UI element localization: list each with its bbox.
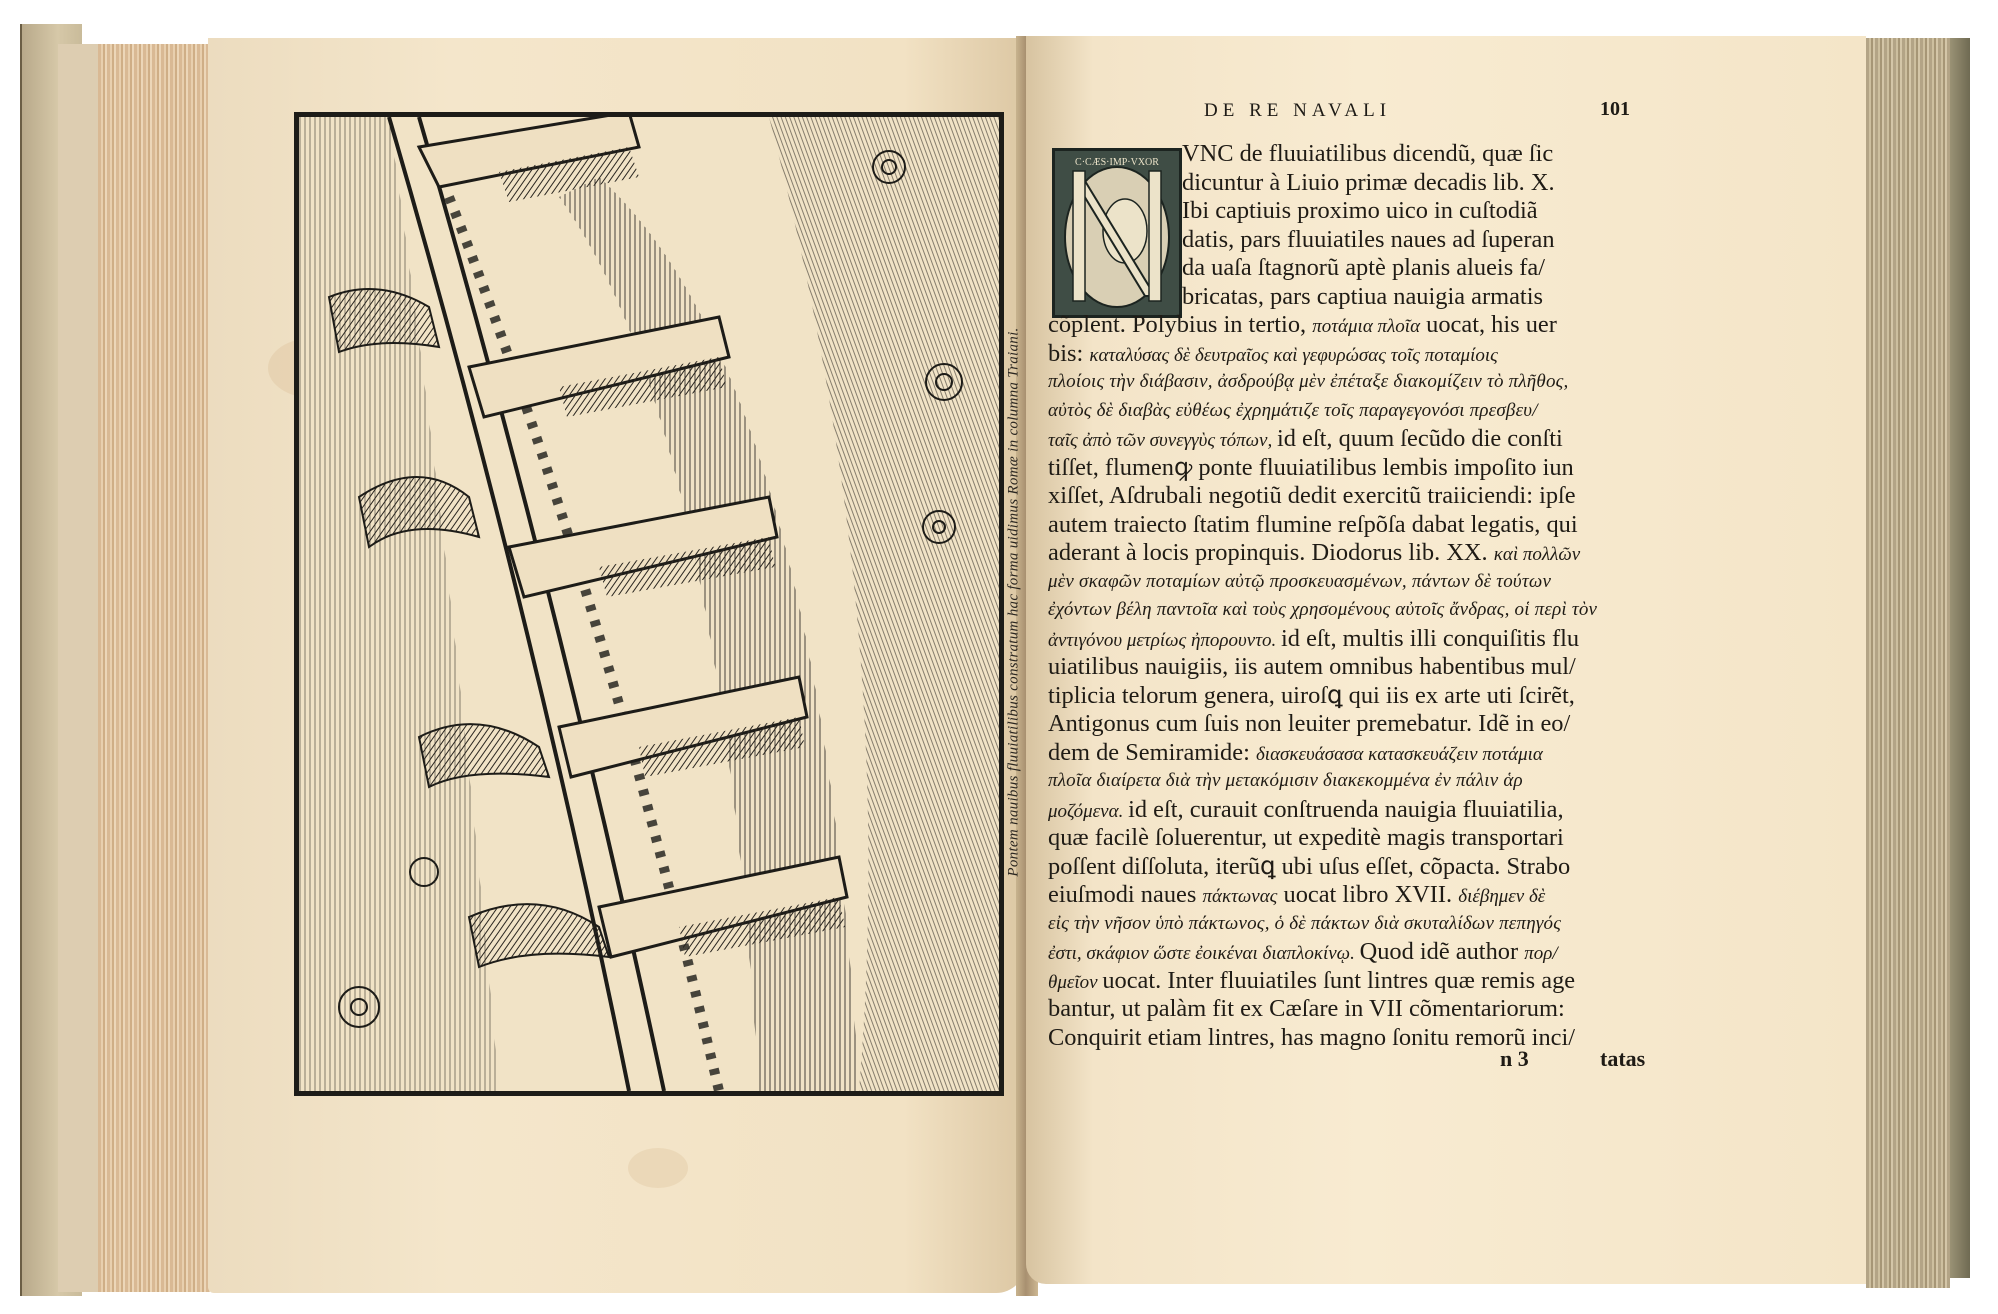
greek-text: διέβημεν δὲ: [1458, 886, 1546, 907]
text-line: Ibi captiuis proximo uico in cuſtodiã: [1182, 197, 1538, 224]
text-line: ἐχόντων βέλη παντοῖα καὶ τοὺς χρησομένους αὐτοῖς ἄνδρας, οἱ περὶ τὸν: [1048, 599, 1598, 620]
latin-text: aderant à locis propinquis. Diodorus lib. XX.: [1048, 539, 1494, 566]
initial-inscription: C·CÆS·IMP·VXOR: [1075, 157, 1159, 168]
foxing-stain: [628, 1148, 688, 1188]
text-line: [1048, 967, 1638, 996]
text-line: uiatilibus nauigiis, iis autem omnibus habentibus mul/: [1048, 653, 1576, 680]
text-line: πλοῖα διαίρετα διὰ τὴν μετακόμισιν διακεκομμένα ἐν πάλιν ἁρ: [1048, 770, 1523, 791]
latin-text: bis:: [1048, 339, 1090, 367]
woodcut-caption: Pontem nauibus fluuiatilibus constratum hac forma uidimus Romæ in columna Traiani.: [1005, 327, 1022, 877]
text-line: tiſſet, flumenꝙ ponte fluuiatilibus lembis impoſito iun: [1048, 453, 1574, 481]
text-line: VNC de fluuiatilibus dicendũ, quæ ſic: [1182, 140, 1554, 167]
text-line: bantur, ut palàm fit ex Cæſare in VII cõmentariorum:: [1048, 995, 1565, 1022]
latin-text: eiuſmodi naues: [1048, 881, 1203, 908]
latin-text: uocat. Inter fluuiatiles ſunt lintres quæ remis age: [1102, 966, 1576, 994]
text-line: αὐτὸς δὲ διαβὰς εὐθέως ἐχρημάτιζε τοῖς παραγεγονόσι πρεσβευ/: [1048, 399, 1538, 421]
text-line: Conquirit etiam lintres, has magno ſonitu remorũ inci/: [1048, 1023, 1576, 1051]
text-line: [1048, 796, 1638, 825]
latin-text: uocat, his uer: [1420, 311, 1557, 338]
catchword: tatas: [1600, 1046, 1646, 1071]
latin-text: uocat libro XVII.: [1277, 881, 1459, 908]
text-line: μὲν σκαφῶν ποταμίων αὐτῷ προσκευασμένων, πάντων δὲ τούτων: [1048, 570, 1552, 592]
text-line: poſſent diſſoluta, iterũꝗ ubi uſus eſſet, cõpacta. Strabo: [1048, 852, 1571, 880]
page-number: 101: [1600, 98, 1630, 120]
pontoon-bridge-illustration: [299, 117, 999, 1091]
text-line: [1048, 625, 1638, 654]
text-line: [1048, 425, 1638, 454]
latin-text: dem de Semiramide:: [1048, 738, 1256, 766]
text-line: [1048, 340, 1638, 369]
text-line: [1048, 938, 1638, 967]
greek-text: πορ/: [1524, 943, 1558, 964]
greek-text: μοζόμενα.: [1048, 800, 1129, 822]
book-cover-right: [1950, 38, 1970, 1278]
text-line: [1048, 539, 1638, 568]
text-line: da uaſa ſtagnorũ aptè planis alueis fa/: [1182, 254, 1546, 281]
greek-text: καταλύσας δὲ δευτραῖος καὶ γεφυρώσας τοῖς ποταμίοις: [1089, 344, 1498, 366]
text-line: [1048, 739, 1638, 768]
text-line: [1048, 311, 1638, 340]
text-line: εἰς τὴν νῆσον ὑπὸ πάκτωνος, ὁ δὲ πάκτων διὰ σκυταλίδων πεπηγός: [1048, 912, 1562, 934]
greek-text: θμεῖον: [1048, 971, 1103, 993]
page-edges-left: [98, 44, 210, 1292]
latin-text: Quod idẽ author: [1359, 938, 1525, 965]
endpaper-left: [58, 44, 98, 1292]
signature-mark: n 3: [1500, 1046, 1529, 1071]
body-text: [1048, 140, 1638, 1052]
text-line: xiſſet, Aſdrubali negotiũ dedit exercitũ traiiciendi: ipſe: [1048, 482, 1576, 509]
greek-text: ἀντιγόνου μετρίως ἠπορουντο.: [1048, 629, 1281, 651]
text-line: autem traiecto ſtatim flumine reſpõſa dabat legatis, qui: [1048, 510, 1578, 538]
latin-text: id eſt, quum ſecũdo die conſti: [1276, 425, 1563, 452]
running-head: DE RE NAVALI: [1204, 100, 1392, 121]
woodcut-illustration: [294, 112, 1004, 1096]
greek-text: ἐστι, σκάφιον ὥστε ἐοικέναι διαπλοκίνῳ.: [1048, 943, 1360, 964]
greek-text: πάκτωνας: [1202, 886, 1278, 907]
latin-text: id eſt, multis illi conquiſitis flu: [1281, 624, 1580, 652]
text-line: πλοίοις τὴν διάβασιν, ἀσδρούβᾳ μὲν ἐπέταξε διακομίζειν τὸ πλῆθος,: [1048, 371, 1569, 392]
text-line: [1048, 881, 1638, 910]
text-line: Antigonus cum ſuis non leuiter premebatur. Idẽ in eo/: [1048, 710, 1571, 737]
greek-text: ταῖς ἀπὸ τῶν συνεγγὺς τόπων,: [1048, 430, 1277, 451]
latin-text: cõplent. Polybius in tertio,: [1048, 311, 1313, 338]
text-line: dicuntur à Liuio primæ decadis lib. X.: [1182, 168, 1555, 196]
text-line: bricatas, pars captiua nauigia armatis: [1182, 282, 1543, 310]
page-edges-right: [1866, 38, 1950, 1288]
text-line: datis, pars fluuiatiles naues ad ſuperan: [1182, 225, 1555, 253]
text-line: tiplicia telorum genera, uiroſꝗ qui iis ex arte uti ſcirẽt,: [1048, 681, 1575, 709]
text-line: quæ facilè ſoluerentur, ut expeditè magis transportari: [1048, 824, 1564, 851]
latin-text: id eſt, curauit conſtruenda nauigia fluuiatilia,: [1128, 795, 1564, 823]
greek-text: καὶ πολλῶν: [1493, 544, 1581, 565]
greek-text: ποτάμια πλοῖα: [1312, 316, 1421, 337]
greek-text: διασκευάσασα κατασκευάζειν ποτάμια: [1255, 743, 1543, 765]
